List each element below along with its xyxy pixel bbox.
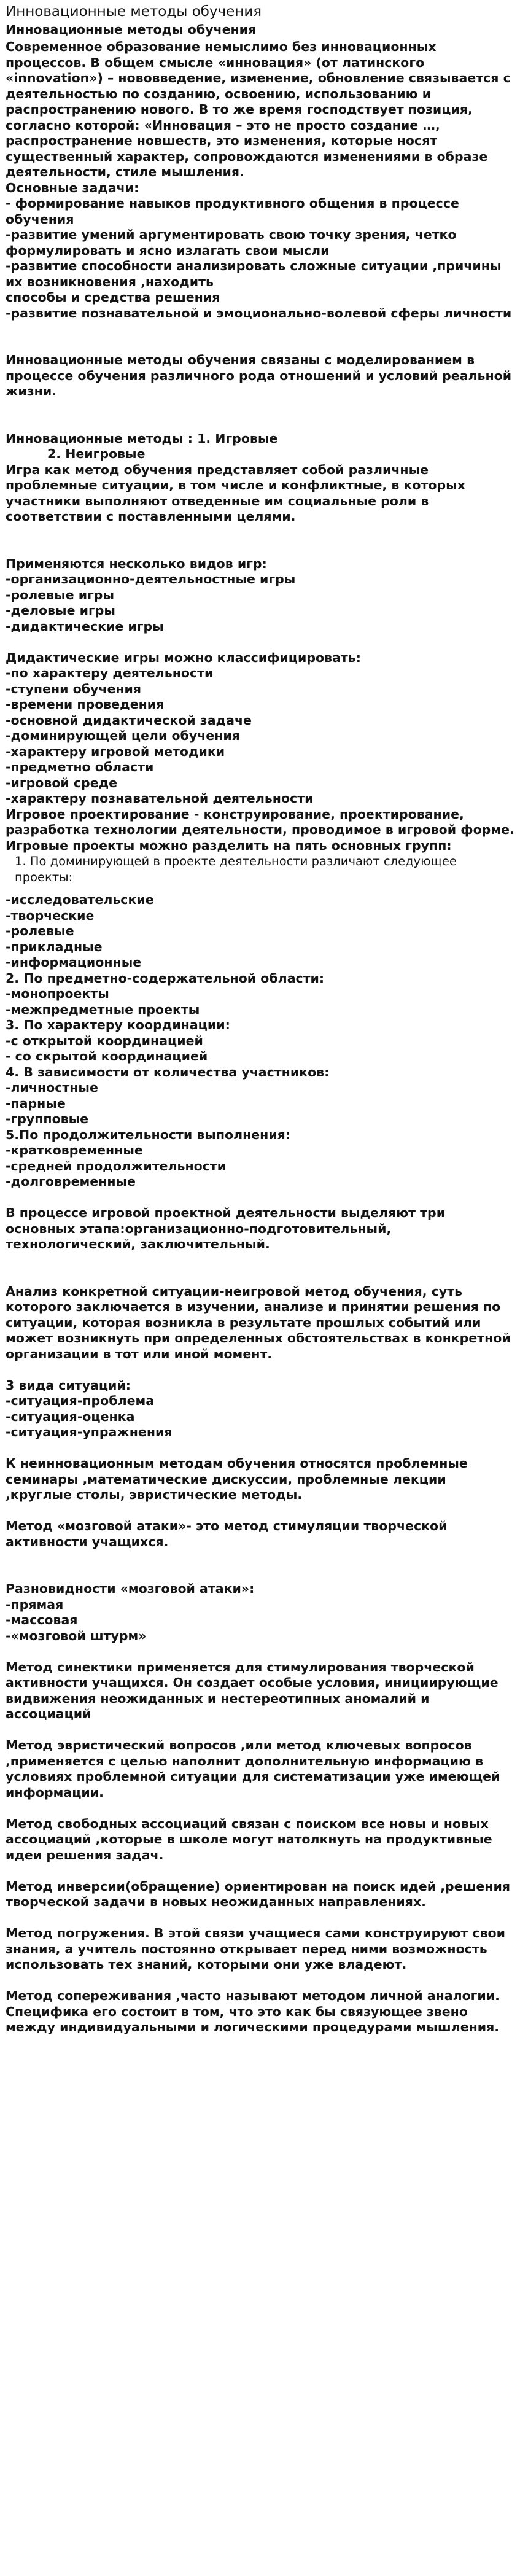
paragraph: способы и средства решения: [6, 290, 220, 305]
paragraph: -ситуация-упражнения: [6, 1425, 173, 1439]
paragraph: -деловые игры: [6, 603, 115, 618]
document-body: [6, 39, 514, 2036]
blank-line: [6, 1722, 514, 1738]
blank-line: [6, 1362, 514, 1378]
paragraph: -предметно области: [6, 760, 154, 774]
paragraph: - формирование навыков продуктивного общения в процессе обучения: [6, 196, 459, 227]
blank-line: [6, 1441, 514, 1457]
paragraph: Метод синектики применяется для стимулирования творческой активности учащихся. Он создает особые условия, инициирующие видвижения неожиданных и нестереотипных аномалий и ассоциаций: [6, 1659, 499, 1721]
paragraph: -с открытой координацией: [6, 1033, 203, 1048]
blank-line: [6, 415, 514, 431]
paragraph: Основные задачи:: [6, 180, 139, 195]
paragraph: 1. По доминирующей в проекте деятельности различают следующее проекты:: [15, 854, 457, 884]
paragraph: -групповые: [6, 1111, 89, 1126]
paragraph: Современное образование немыслимо без инновационных процессов. В общем смысле «инновация» (от латинского «innovation») – нововведение, изменение, обновление связывается с деятельностью по созданию, освоению, использованию и распространению нового. В то же время господствует позиция, согласно которой: «Инновация – это не просто создание …, распространение новшеств, это изменения, которые носят существенный характер, сопровождаются изменениями в образе деятельности, стиле мышления.: [6, 39, 511, 179]
blank-line: [6, 1910, 514, 1926]
paragraph: -личностные: [6, 1080, 98, 1095]
paragraph: -характеру познавательной деятельности: [6, 791, 314, 806]
paragraph: -ситуация-оценка: [6, 1409, 135, 1424]
blank-line: [6, 337, 514, 353]
blank-line: [6, 1863, 514, 1879]
paragraph: Метод погружения. В этой связи учащиеся сами конструируют свои знания, а учитель постоянно открывает перед ними возможность использовать тех знаний, которыми они уже владеют.: [6, 1926, 506, 1972]
paragraph: Инновационные методы обучения связаны с моделированием в процессе обучения различного рода отношений и условий реальной жизни.: [6, 352, 512, 399]
paragraph: -ситуация-проблема: [6, 1393, 155, 1408]
paragraph: Дидактические игры можно классифицировать:: [6, 650, 361, 665]
paragraph: -игровой среде: [6, 775, 118, 790]
paragraph: -массовая: [6, 1613, 78, 1627]
page-title: Инновационные методы обучения: [6, 4, 262, 20]
blank-line: [6, 1503, 514, 1519]
paragraph: Игра как метод обучения представляет собой различные проблемные ситуации, в том числе и конфликтные, в которых участники выполняют отведенные им социальные роли в соответствии с поставленными целями.: [6, 462, 465, 524]
blank-line: [6, 1190, 514, 1206]
paragraph: -средней продолжительности: [6, 1158, 227, 1173]
paragraph: -долговременные: [6, 1174, 136, 1189]
paragraph: Разновидности «мозговой атаки»:: [6, 1581, 255, 1596]
paragraph: -прикладные: [6, 939, 103, 954]
paragraph: Метод «мозговой атаки»- это метод стимуляции творческой активности учащихся.: [6, 1519, 448, 1549]
paragraph: -развитие умений аргументировать свою точку зрения, четко формулировать и ясно излагать свои мысли: [6, 227, 457, 258]
paragraph: -информационные: [6, 955, 142, 970]
paragraph: -исследовательские: [6, 892, 154, 907]
paragraph: 3 вида ситуаций:: [6, 1377, 131, 1393]
paragraph: -основной дидактической задаче: [6, 712, 252, 728]
paragraph: -парные: [6, 1095, 66, 1111]
blank-line: [6, 1566, 514, 1582]
paragraph: К неинновационным методам обучения относятся проблемные семинары ,математические дискуссии, проблемные лекции ,круглые столы, эвристические методы.: [6, 1456, 468, 1502]
blank-line: [6, 1800, 514, 1816]
paragraph: -межпредметные проекты: [6, 1002, 200, 1017]
paragraph: Инновационные методы : 1. Игровые: [6, 430, 278, 446]
blank-line: [6, 634, 514, 650]
paragraph: 4. В зависимости от количества участников:: [6, 1064, 330, 1080]
blank-line: [6, 540, 514, 556]
paragraph: -организационно-деятельностные игры: [6, 572, 296, 586]
paragraph: 3. По характеру координации:: [6, 1018, 230, 1032]
paragraph: -монопроекты: [6, 986, 109, 1001]
paragraph: В процессе игровой проектной деятельности выделяют три основных этапа:организационно-подготовительный, технологический, заключительный.: [6, 1205, 446, 1251]
blank-line: [6, 1550, 514, 1566]
paragraph: -развитие познавательной и эмоционально-волевой сферы личности: [6, 305, 512, 321]
paragraph: - со скрытой координацией: [6, 1049, 208, 1064]
blank-line: [6, 1973, 514, 1989]
paragraph: Метод эвристический вопросов ,или метод ключевых вопросов ,применяется с целью наполнит дополнительную информацию в условиях проблемной ситуации для систематизации уже имеющей информации.: [6, 1738, 500, 1800]
paragraph: -по характеру деятельности: [6, 666, 214, 680]
paragraph: -дидактические игры: [6, 618, 164, 634]
paragraph: -кратковременные: [6, 1143, 143, 1158]
paragraph: -«мозговой штурм»: [6, 1628, 147, 1643]
blank-line: [6, 525, 514, 541]
paragraph: 2. Неигровые: [47, 446, 146, 461]
spacer: [6, 885, 514, 892]
paragraph: -творческие: [6, 908, 95, 923]
blank-line: [6, 1268, 514, 1284]
paragraph: 5.По продолжительности выполнения:: [6, 1127, 291, 1142]
paragraph: Анализ конкретной ситуации-неигровой метод обучения, суть которого заключается в изучении, анализе и принятии решения по ситуации, которая возникла в результате прошлых событий или может возникнуть при определенных обстоятельствах в конкретной организации в тот или иной момент.: [6, 1283, 511, 1361]
paragraph: Метод инверсии(обращение) ориентирован на поиск идей ,решения творческой задачи в новых неожиданных направлениях.: [6, 1878, 511, 1909]
blank-line: [6, 400, 514, 416]
paragraph: -времени проведения: [6, 697, 165, 712]
paragraph: Метод сопереживания ,часто называют методом личной аналогии. Специфика его состоит в том, что это как бы связующее звено между индивидуальными и логическими процедурами мышления.: [6, 1988, 500, 2034]
blank-line: [6, 321, 514, 337]
paragraph: -развитие способности анализировать сложные ситуации ,причины их возникновения ,находить: [6, 259, 502, 289]
paragraph: Применяются несколько видов игр:: [6, 556, 267, 571]
paragraph: Игровое проектирование - конструирование, проектирование, разработка технологии деятельности, проводимое в игровой форме.: [6, 806, 514, 837]
paragraph: -доминирующей цели обучения: [6, 728, 240, 743]
document-heading: Инновационные методы обучения: [6, 22, 257, 37]
paragraph: Игровые проекты можно разделить на пять основных групп:: [6, 838, 452, 853]
paragraph: -характеру игровой методики: [6, 744, 225, 759]
paragraph: Метод свободных ассоциаций связан с поиском все новы и новых ассоциаций ,которые в школе могут натолкнуть на продуктивные идеи решения задач.: [6, 1816, 492, 1862]
blank-line: [6, 1644, 514, 1660]
paragraph: 2. По предметно-содержательной области:: [6, 970, 325, 986]
blank-line: [6, 1253, 514, 1269]
paragraph: -ролевые: [6, 924, 74, 938]
paragraph: -прямая: [6, 1597, 64, 1612]
paragraph: -ролевые игры: [6, 587, 115, 602]
paragraph: -ступени обучения: [6, 681, 142, 696]
